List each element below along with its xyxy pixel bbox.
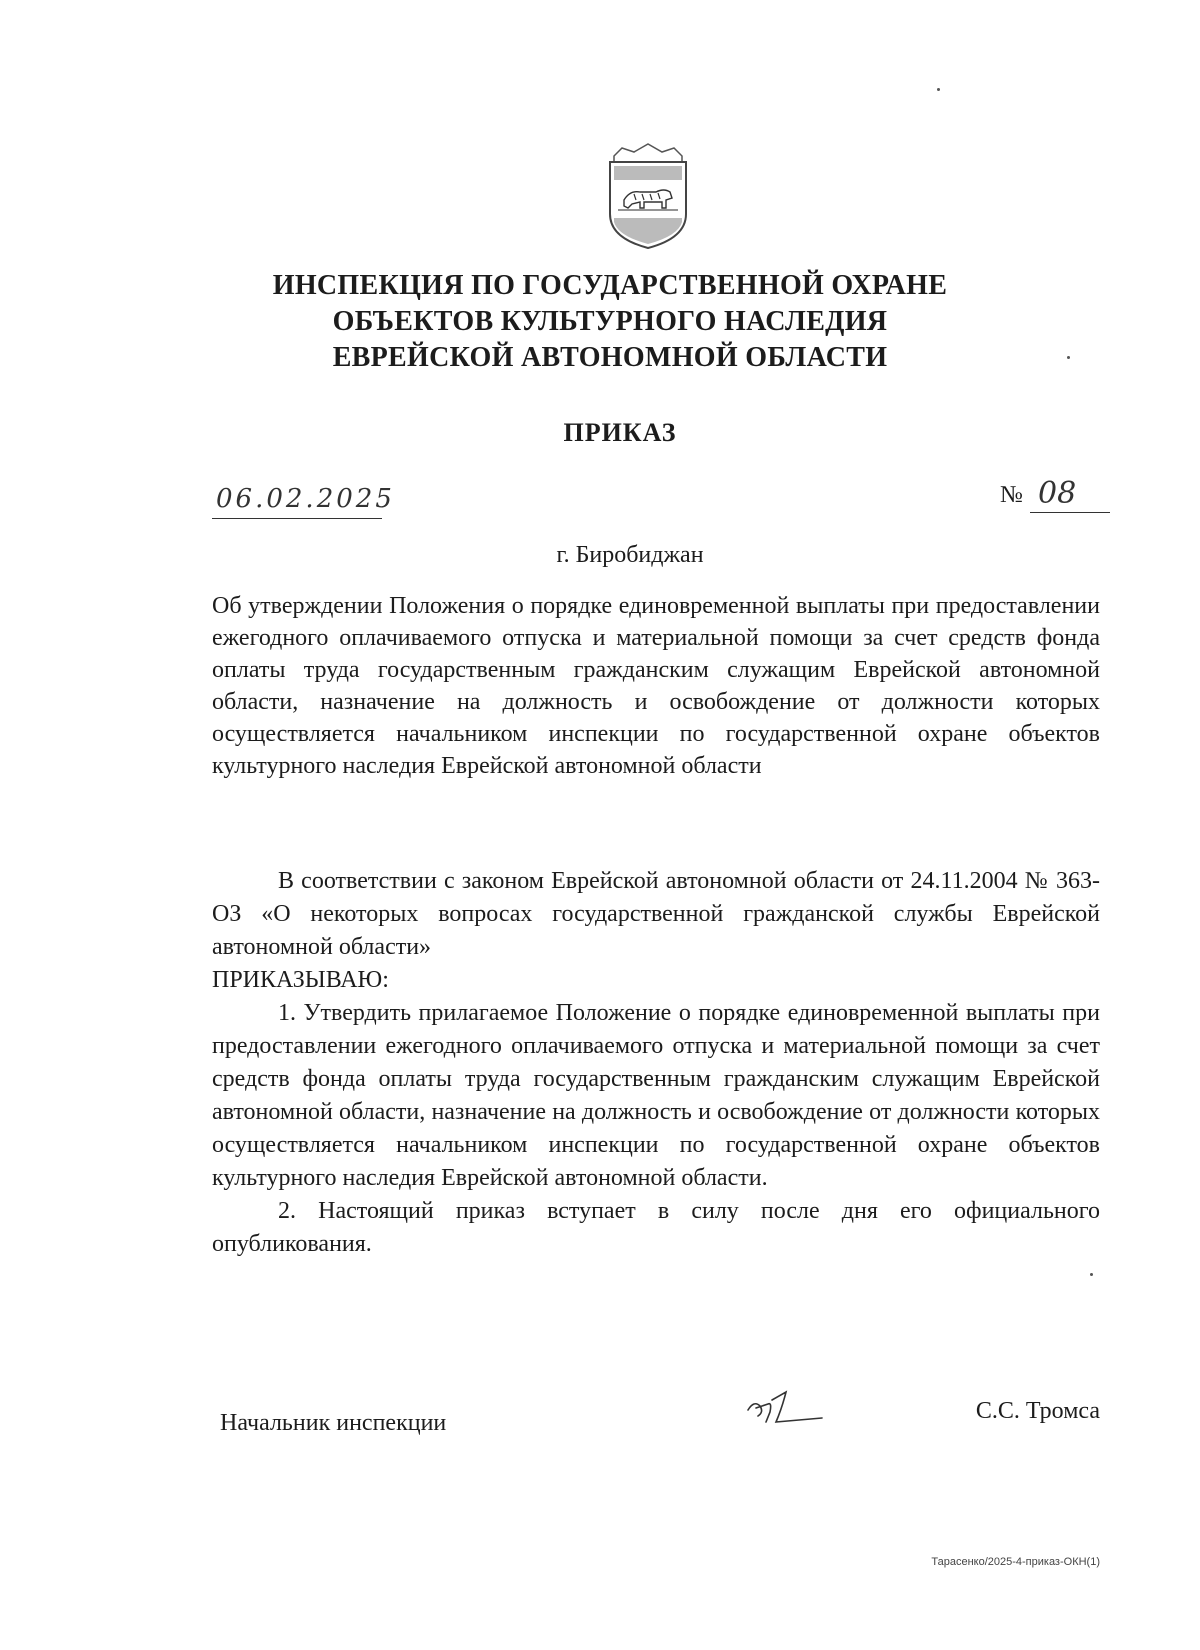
scan-speck bbox=[937, 88, 940, 91]
document-number-field bbox=[1000, 478, 1110, 514]
document-city: г. Биробиджан bbox=[556, 542, 704, 568]
order-word: ПРИКАЗЫВАЮ: bbox=[212, 967, 389, 993]
preamble-paragraph: В соответствии с законом Еврейской автономной области от 24.11.2004 № 363-ОЗ «О некоторых вопросах государственной гражданской службы Еврейской автономной области» bbox=[212, 868, 1100, 960]
scan-speck bbox=[1090, 1273, 1093, 1276]
organization-title-line-2: ОБЪЕКТОВ КУЛЬТУРНОГО НАСЛЕДИЯ bbox=[332, 306, 888, 337]
organization-title-line-3: ЕВРЕЙСКОЙ АВТОНОМНОЙ ОБЛАСТИ bbox=[332, 342, 888, 373]
organization-title bbox=[240, 268, 980, 376]
document-date-field bbox=[212, 484, 395, 519]
order-item-1: 1. Утвердить прилагаемое Положение о порядке единовременной выплаты при предоставлении ежегодного оплачиваемого отпуска и материальной помощи за счет средств фонда оплаты труда государственным гражданским служащим Еврейской автономной области, назначение на должность и освобождение от должности которых осуществляется начальником инспекции по государственной охране объектов культурного наследия Еврейской автономной области. bbox=[212, 1000, 1100, 1191]
signatory-position: Начальник инспекции bbox=[220, 1410, 447, 1436]
document-body bbox=[212, 865, 1100, 1261]
number-underline bbox=[1030, 512, 1110, 513]
scan-speck bbox=[1067, 356, 1070, 359]
document-date: 06.02.2025 bbox=[216, 484, 395, 514]
document-subject: Об утверждении Положения о порядке единовременной выплаты при предоставлении ежегодного оплачиваемого отпуска и материальной помощи за счет средств фонда оплаты труда государственным гражданским служащим Еврейской автономной области, назначение на должность и освобождение от должности которых осуществляется начальником инспекции по государственной охране объектов культурного наследия Еврейской автономной области bbox=[212, 593, 1100, 779]
handwritten-signature-icon bbox=[742, 1382, 832, 1432]
document-number: 08 bbox=[1038, 476, 1077, 511]
number-sign: № bbox=[1000, 482, 1023, 508]
signature-block bbox=[212, 1398, 1100, 1438]
coat-of-arms-icon bbox=[600, 140, 696, 252]
signatory-name: С.С. Тромса bbox=[975, 1398, 1100, 1424]
organization-title-line-1: ИНСПЕКЦИЯ ПО ГОСУДАРСТВЕННОЙ ОХРАНЕ bbox=[272, 270, 948, 301]
document-reference: Тарасенко/2025-4-приказ-ОКН(1) bbox=[931, 1556, 1100, 1568]
order-item-2: 2. Настоящий приказ вступает в силу после дня его официального опубликования. bbox=[212, 1198, 1100, 1257]
document-type: ПРИКАЗ bbox=[563, 418, 677, 447]
